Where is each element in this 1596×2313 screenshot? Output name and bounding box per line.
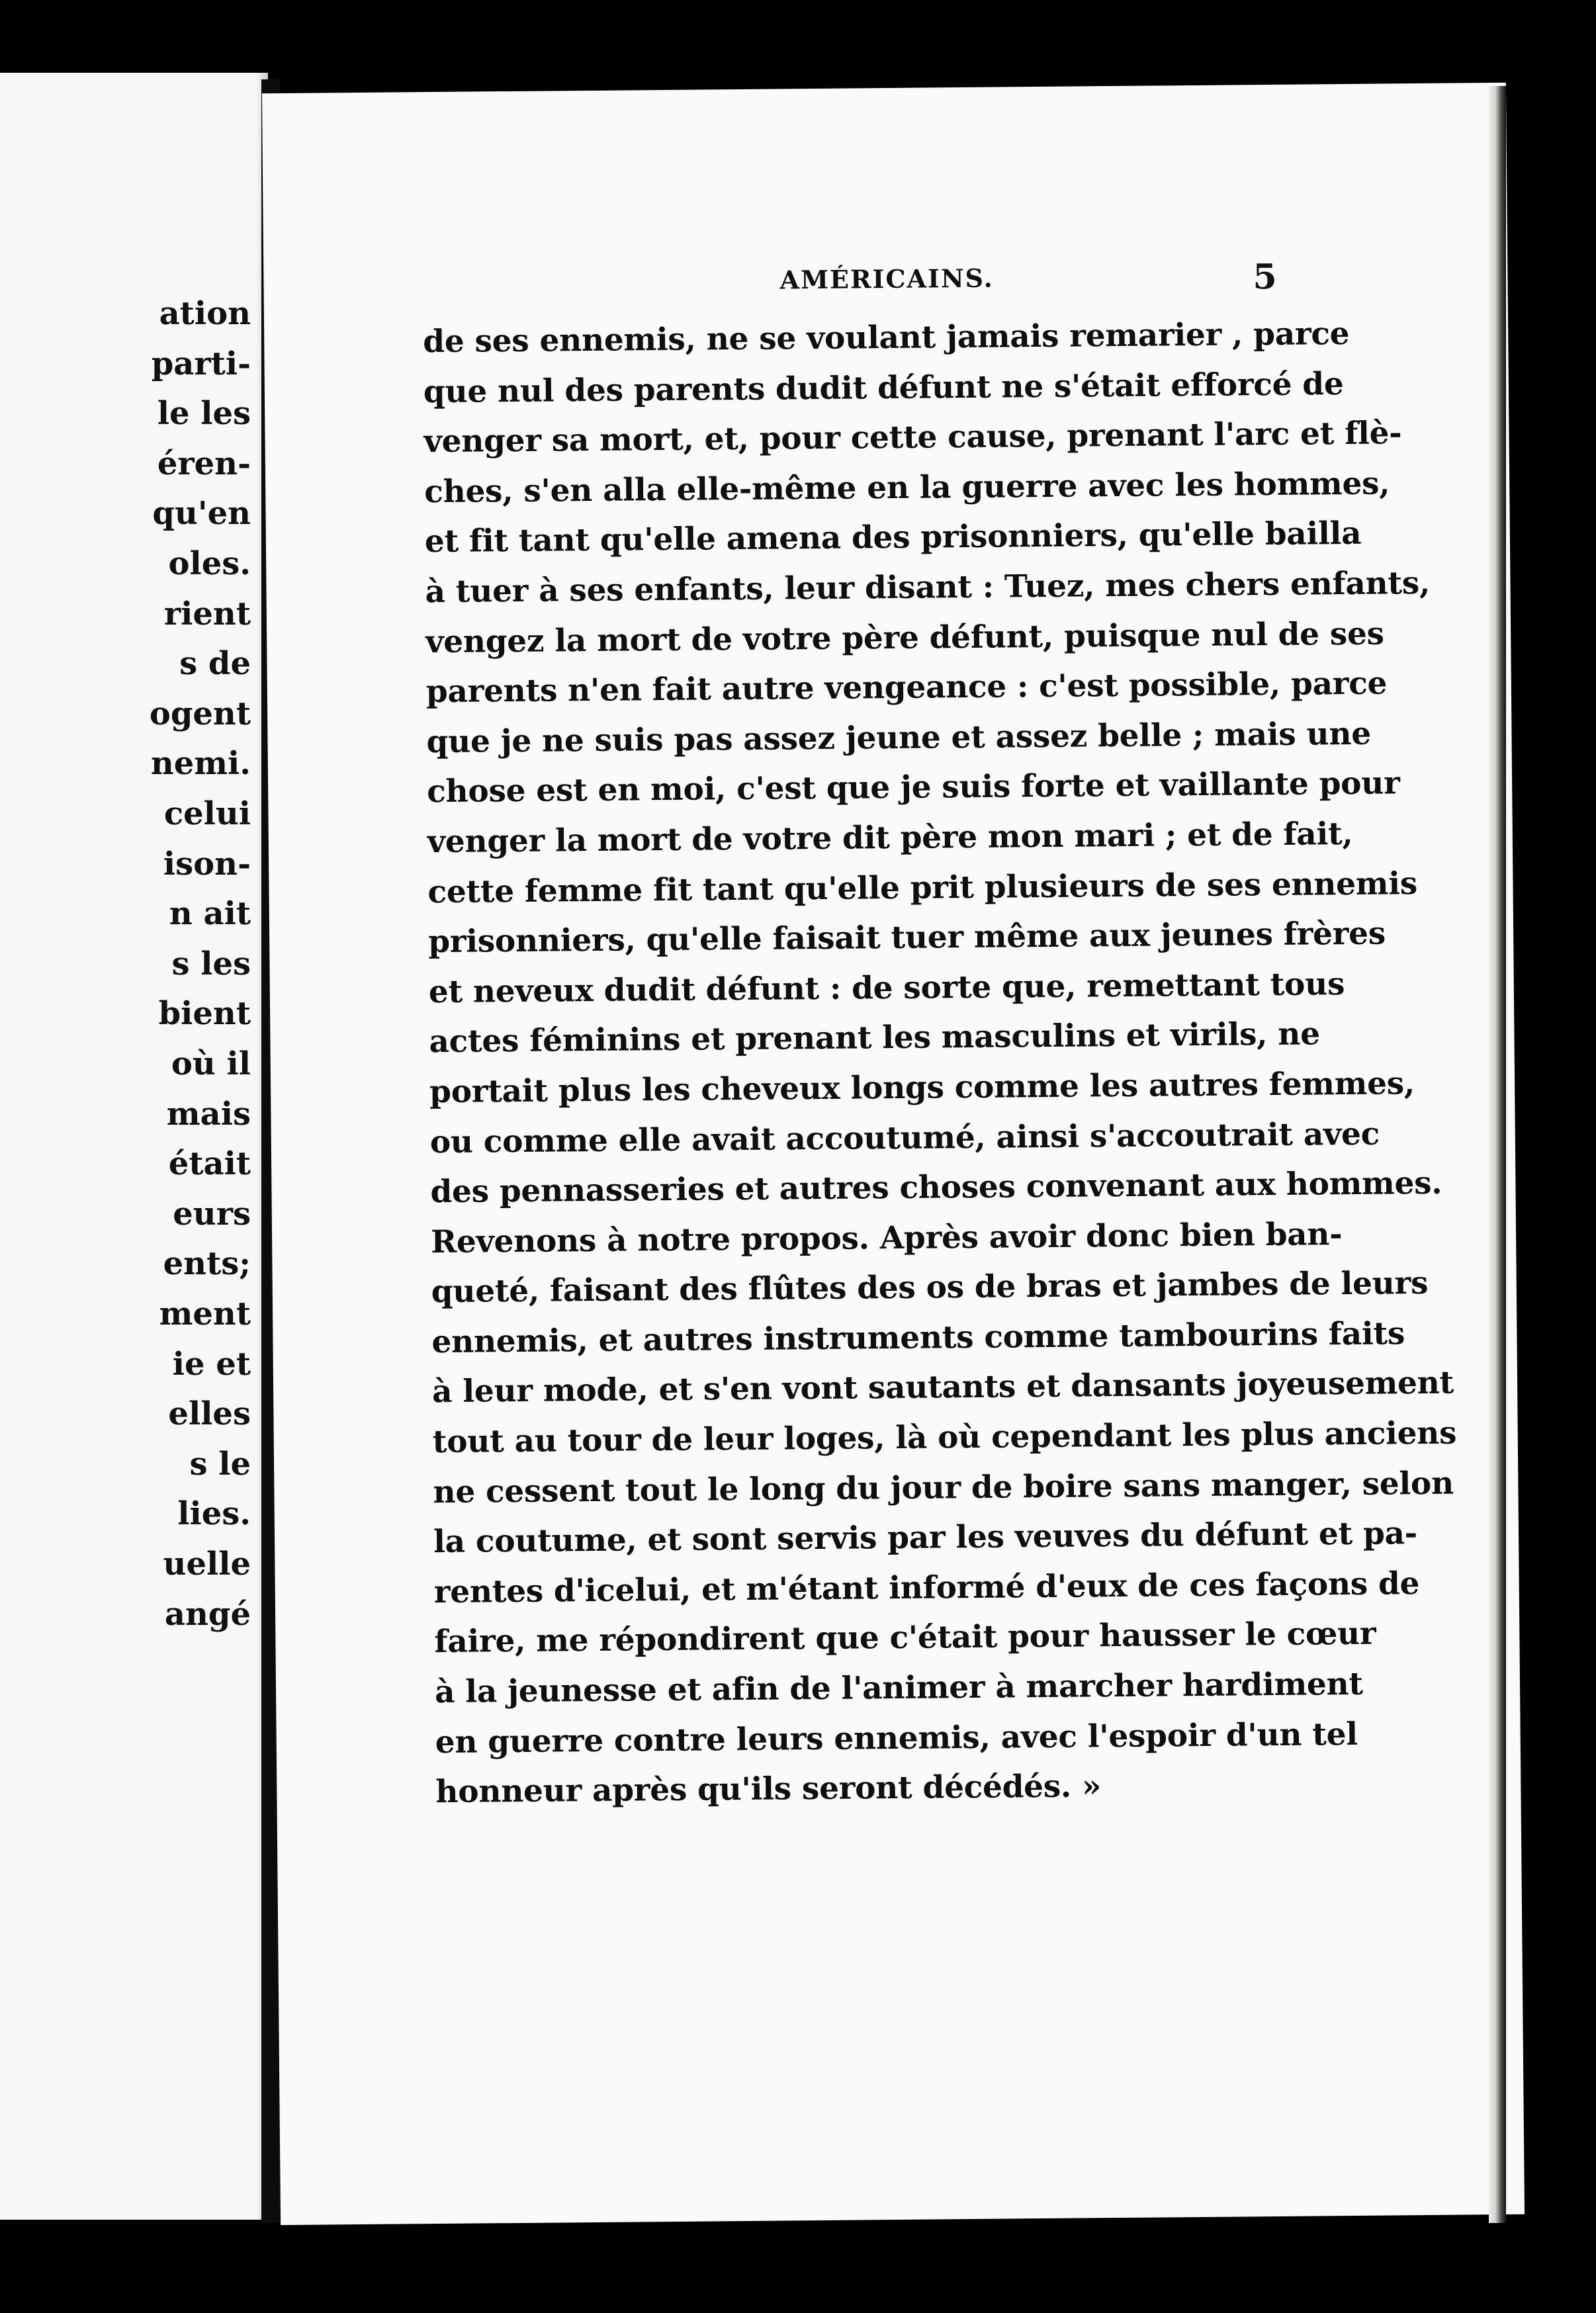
running-title: AMÉRICAINS. [779,263,995,295]
text-line: cette femme fit tant qu'elle prit plusieurs de ses ennemis [427,865,1418,910]
left-page-line-fragment: mais [166,1095,251,1133]
left-page-line-fragment: celui [163,795,251,832]
left-page-line-fragment: était [168,1145,251,1183]
left-page-line-fragment: eurs [173,1195,251,1233]
left-page [0,73,268,2220]
left-page-line-fragment: ents; [163,1245,251,1283]
left-page-line-fragment: ogent [149,695,251,732]
text-line: prisonniers, qu'elle faisait tuer même aux jeunes frères [427,915,1386,961]
left-page-line-fragment: bient [158,995,251,1033]
text-line: ne cessent tout le long du jour de boire sans manger, selon [433,1465,1454,1510]
right-page-edge [1489,86,1506,2223]
left-page-line-fragment: éren- [157,445,251,482]
left-page-line-fragment: nemi. [150,745,251,783]
text-line: venger la mort de votre dit père mon mari ; et de fait, [427,815,1353,861]
text-line: actes féminins et prenant les masculins et virils, ne [429,1016,1320,1061]
left-page-line-fragment: angé [164,1595,251,1633]
text-line: et neveux dudit défunt : de sorte que, remettant tous [428,965,1345,1010]
left-page-line-fragment: qu'en [152,495,251,533]
text-line: à leur mode, et s'en vont sautants et dansants joyeusement [431,1365,1454,1411]
page-number: 5 [1253,256,1277,298]
left-page-line-fragment: oles. [168,545,251,582]
text-line: rentes d'icelui, et m'étant informé d'eux de ces façons de [433,1565,1420,1610]
text-line: parents n'en fait autre vengeance : c'est possible, parce [425,665,1388,711]
text-line: ennemis, et autres instruments comme tambourins faits [431,1315,1405,1360]
text-line: à tuer à ses enfants, leur disant : Tuez, mes chers enfants, [425,564,1431,611]
text-line: queté, faisant des flûtes des os de bras et jambes de leurs [431,1265,1429,1311]
text-line: ou comme elle avait accoutumé, ainsi s'accoutrait avec [429,1115,1380,1160]
left-page-line-fragment: parti- [151,345,251,382]
left-page-line-fragment: uelle [163,1546,251,1583]
left-page-line-fragment: où il [171,1045,251,1082]
left-page-line-fragment: elles [168,1395,251,1433]
text-line: de ses ennemis, ne se voulant jamais remarier , parce [423,315,1350,361]
text-line: chose est en moi, c'est que je suis forte et vaillante pour [426,765,1400,810]
body-text [423,310,1457,1817]
text-line: venger sa mort, et, pour cette cause, prenant l'arc et flè- [423,415,1402,460]
left-page-line-fragment: ie et [172,1345,251,1383]
text-line: que je ne suis pas assez jeune et assez belle ; mais une [426,715,1372,760]
left-page-line-fragment: n ait [169,895,251,933]
text-line: Revenons à notre propos. Après avoir donc bien ban- [430,1215,1343,1260]
left-page-line-fragment: s de [179,645,251,683]
text-line: ches, s'en alla elle-même en la guerre avec les hommes, [424,465,1390,510]
text-line: vengez la mort de votre père défunt, puisque nul de ses [425,615,1384,660]
text-line: tout au tour de leur loges, là où cependant les plus anciens [432,1415,1457,1461]
left-page-line-fragment: ment [159,1295,251,1332]
left-page-line-fragment: ation [159,295,251,332]
text-line: en guerre contre leurs ennemis, avec l'espoir d'un tel [435,1716,1358,1761]
left-page-line-fragment: le les [157,395,251,433]
text-line: la coutume, et sont servis par les veuves du défunt et pa- [433,1515,1418,1561]
left-page-line-fragment: ison- [163,845,251,883]
page-header [263,255,1508,312]
text-line: et fit tant qu'elle amena des prisonniers, qu'elle bailla [424,515,1362,560]
text-line: que nul des parents dudit défunt ne s'était efforcé de [423,365,1344,410]
text-line: des pennasseries et autres choses convenant aux hommes. [430,1164,1442,1211]
left-page-line-fragment: rient [163,595,251,633]
right-page [262,83,1525,2225]
left-page-line-fragment: s les [171,945,251,982]
left-page-line-fragment: lies. [177,1495,251,1533]
text-line: honneur après qu'ils seront décédés. » [435,1768,1102,1811]
text-line: portait plus les cheveux longs comme les autres femmes, [429,1065,1415,1111]
text-line: faire, me répondirent que c'était pour hausser le cœur [434,1616,1376,1661]
text-line: à la jeunesse et afin de l'animer à marcher hardiment [434,1665,1364,1711]
left-page-line-fragment: s le [189,1445,251,1483]
